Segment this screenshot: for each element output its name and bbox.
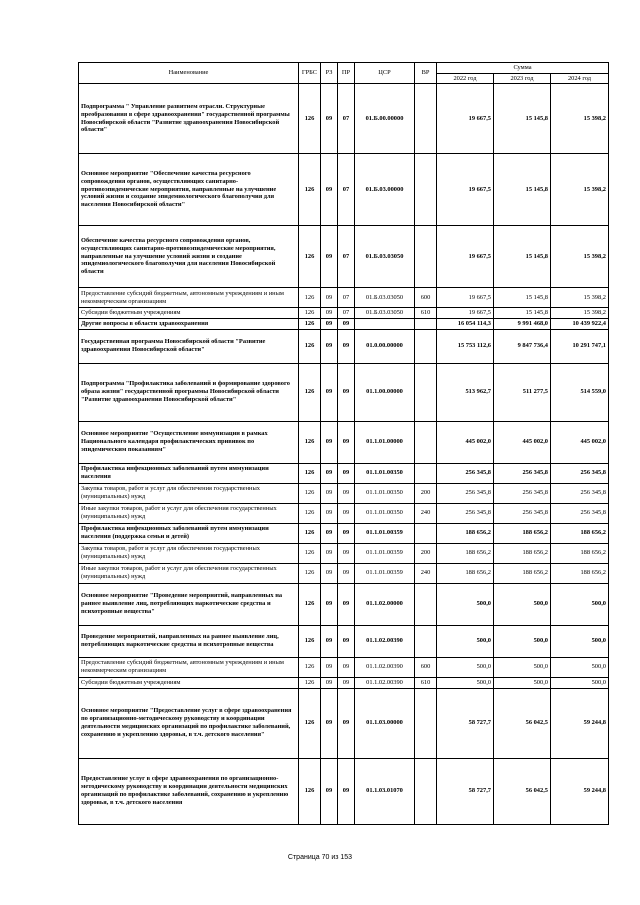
cell-pr: 07 bbox=[338, 226, 355, 288]
table-row bbox=[79, 421, 609, 463]
cell-2022: 19 667,5 bbox=[437, 308, 494, 319]
cell-grbs: 126 bbox=[299, 758, 321, 824]
cell-2023: 15 145,8 bbox=[494, 84, 551, 154]
cell-name: Субсидии бюджетным учреждениям bbox=[79, 677, 299, 688]
cell-2024: 256 345,8 bbox=[551, 463, 609, 483]
cell-grbs: 126 bbox=[299, 329, 321, 363]
table-row bbox=[79, 226, 609, 288]
cell-rz: 09 bbox=[321, 503, 338, 523]
cell-2023: 188 656,2 bbox=[494, 523, 551, 543]
cell-2024: 10 439 922,4 bbox=[551, 318, 609, 329]
cell-vr bbox=[415, 318, 437, 329]
cell-2024: 445 002,0 bbox=[551, 421, 609, 463]
table-row bbox=[79, 625, 609, 657]
cell-2024: 188 656,2 bbox=[551, 523, 609, 543]
cell-vr: 240 bbox=[415, 503, 437, 523]
table-row bbox=[79, 677, 609, 688]
cell-2024: 15 398,2 bbox=[551, 154, 609, 226]
cell-2022: 188 656,2 bbox=[437, 543, 494, 563]
cell-2024: 59 244,8 bbox=[551, 758, 609, 824]
cell-2024: 500,0 bbox=[551, 583, 609, 625]
cell-vr: 200 bbox=[415, 483, 437, 503]
cell-pr: 09 bbox=[338, 758, 355, 824]
cell-pr: 09 bbox=[338, 543, 355, 563]
cell-vr bbox=[415, 583, 437, 625]
cell-rz: 09 bbox=[321, 154, 338, 226]
cell-vr bbox=[415, 329, 437, 363]
cell-name: Основное мероприятие "Проведение мероприятий, направленных на раннее выявление лиц, потребляющих наркотические средства и психотропные вещества" bbox=[79, 583, 299, 625]
cell-2023: 9 991 468,0 bbox=[494, 318, 551, 329]
cell-pr: 07 bbox=[338, 84, 355, 154]
cell-2024: 500,0 bbox=[551, 657, 609, 677]
cell-pr: 09 bbox=[338, 657, 355, 677]
cell-csr: 01.Б.03.00000 bbox=[355, 154, 415, 226]
cell-csr: 01.1.03.00000 bbox=[355, 688, 415, 758]
cell-name: Основное мероприятие "Осуществление иммунизации в рамках Национального календаря профилактических прививок по эпидемическим показаниям" bbox=[79, 421, 299, 463]
cell-grbs: 126 bbox=[299, 154, 321, 226]
table-row bbox=[79, 758, 609, 824]
cell-pr: 07 bbox=[338, 308, 355, 319]
cell-csr: 01.1.02.00390 bbox=[355, 677, 415, 688]
cell-csr: 01.1.01.00000 bbox=[355, 421, 415, 463]
cell-2023: 9 847 736,4 bbox=[494, 329, 551, 363]
cell-2024: 256 345,8 bbox=[551, 503, 609, 523]
cell-2024: 514 559,0 bbox=[551, 363, 609, 421]
cell-grbs: 126 bbox=[299, 308, 321, 319]
cell-name: Другие вопросы в области здравоохранения bbox=[79, 318, 299, 329]
cell-vr bbox=[415, 421, 437, 463]
cell-2022: 19 667,5 bbox=[437, 84, 494, 154]
cell-vr bbox=[415, 688, 437, 758]
cell-vr: 600 bbox=[415, 657, 437, 677]
table-row bbox=[79, 463, 609, 483]
cell-vr bbox=[415, 363, 437, 421]
cell-rz: 09 bbox=[321, 583, 338, 625]
cell-2024: 10 291 747,1 bbox=[551, 329, 609, 363]
cell-vr bbox=[415, 758, 437, 824]
cell-vr: 200 bbox=[415, 543, 437, 563]
cell-pr: 09 bbox=[338, 318, 355, 329]
cell-2022: 256 345,8 bbox=[437, 463, 494, 483]
cell-name: Предоставление субсидий бюджетным, автономным учреждениям и иным некоммерческим организациям bbox=[79, 657, 299, 677]
header-csr: ЦСР bbox=[355, 63, 415, 84]
cell-name: Иные закупки товаров, работ и услуг для обеспечения государственных (муниципальных) нужд bbox=[79, 563, 299, 583]
cell-vr bbox=[415, 523, 437, 543]
cell-2022: 15 753 112,6 bbox=[437, 329, 494, 363]
cell-name: Подпрограмма " Управление развитием отрасли. Структурные преобразования в сфере здравоохранения" государственной программы Новосибирской области "Развитие здравоохранения Новосибирской области" bbox=[79, 84, 299, 154]
cell-name: Профилактика инфекционных заболеваний путем иммунизации населения bbox=[79, 463, 299, 483]
cell-grbs: 126 bbox=[299, 583, 321, 625]
cell-pr: 09 bbox=[338, 503, 355, 523]
table-row bbox=[79, 563, 609, 583]
cell-rz: 09 bbox=[321, 625, 338, 657]
cell-name: Закупка товаров, работ и услуг для обеспечения государственных (муниципальных) нужд bbox=[79, 483, 299, 503]
cell-2023: 500,0 bbox=[494, 583, 551, 625]
cell-2022: 19 667,5 bbox=[437, 288, 494, 308]
cell-csr: 01.Б.00.00000 bbox=[355, 84, 415, 154]
cell-pr: 09 bbox=[338, 563, 355, 583]
cell-pr: 09 bbox=[338, 363, 355, 421]
cell-grbs: 126 bbox=[299, 625, 321, 657]
table-row bbox=[79, 483, 609, 503]
cell-pr: 09 bbox=[338, 483, 355, 503]
cell-vr bbox=[415, 625, 437, 657]
cell-2022: 500,0 bbox=[437, 677, 494, 688]
cell-name: Государственная программа Новосибирской области "Развитие здравоохранения Новосибирской области" bbox=[79, 329, 299, 363]
cell-2022: 256 345,8 bbox=[437, 483, 494, 503]
cell-pr: 09 bbox=[338, 421, 355, 463]
cell-2022: 513 962,7 bbox=[437, 363, 494, 421]
budget-table bbox=[78, 62, 609, 825]
cell-vr: 240 bbox=[415, 563, 437, 583]
cell-vr bbox=[415, 154, 437, 226]
cell-2023: 256 345,8 bbox=[494, 503, 551, 523]
table-body bbox=[79, 84, 609, 825]
cell-csr: 01.Б.03.03050 bbox=[355, 226, 415, 288]
cell-2024: 15 398,2 bbox=[551, 84, 609, 154]
cell-name: Основное мероприятие "Предоставление услуг в сфере здравоохранения по организационно-методическому руководству и координации деятельности медицинских организаций по профилактике заболеваний, сохранению и укреплению здоровья, в т.ч. детского населения" bbox=[79, 688, 299, 758]
cell-vr bbox=[415, 226, 437, 288]
cell-vr: 610 bbox=[415, 677, 437, 688]
cell-rz: 09 bbox=[321, 363, 338, 421]
cell-rz: 09 bbox=[321, 318, 338, 329]
cell-2022: 188 656,2 bbox=[437, 523, 494, 543]
cell-csr: 01.1.01.00350 bbox=[355, 503, 415, 523]
cell-csr: 01.1.01.00350 bbox=[355, 483, 415, 503]
cell-name: Проведение мероприятий, направленных на раннее выявление лиц, потребляющих наркотические средства и психотропные вещества bbox=[79, 625, 299, 657]
cell-2022: 500,0 bbox=[437, 657, 494, 677]
cell-pr: 09 bbox=[338, 523, 355, 543]
cell-2022: 16 054 114,3 bbox=[437, 318, 494, 329]
table-row bbox=[79, 288, 609, 308]
cell-grbs: 126 bbox=[299, 503, 321, 523]
cell-grbs: 126 bbox=[299, 688, 321, 758]
cell-pr: 07 bbox=[338, 154, 355, 226]
cell-2023: 188 656,2 bbox=[494, 543, 551, 563]
cell-grbs: 126 bbox=[299, 288, 321, 308]
cell-grbs: 126 bbox=[299, 523, 321, 543]
cell-2023: 256 345,8 bbox=[494, 463, 551, 483]
cell-2024: 15 398,2 bbox=[551, 288, 609, 308]
cell-csr: 01.0.00.00000 bbox=[355, 329, 415, 363]
cell-rz: 09 bbox=[321, 758, 338, 824]
cell-name: Подпрограмма "Профилактика заболеваний и формирование здорового образа жизни" государственной программы Новосибирской области "Развитие здравоохранения Новосибирской области" bbox=[79, 363, 299, 421]
cell-vr: 610 bbox=[415, 308, 437, 319]
cell-2023: 511 277,5 bbox=[494, 363, 551, 421]
table-row bbox=[79, 84, 609, 154]
cell-2022: 500,0 bbox=[437, 583, 494, 625]
header-pr: ПР bbox=[338, 63, 355, 84]
cell-grbs: 126 bbox=[299, 318, 321, 329]
cell-2023: 15 145,8 bbox=[494, 154, 551, 226]
cell-2023: 500,0 bbox=[494, 625, 551, 657]
header-sum: Сумма bbox=[437, 63, 609, 74]
cell-rz: 09 bbox=[321, 523, 338, 543]
table-row bbox=[79, 583, 609, 625]
cell-2024: 188 656,2 bbox=[551, 563, 609, 583]
cell-2022: 256 345,8 bbox=[437, 503, 494, 523]
cell-grbs: 126 bbox=[299, 563, 321, 583]
cell-2024: 15 398,2 bbox=[551, 308, 609, 319]
cell-pr: 09 bbox=[338, 583, 355, 625]
cell-rz: 09 bbox=[321, 657, 338, 677]
cell-name: Предоставление субсидий бюджетным, автономным учреждениям и иным некоммерческим организациям bbox=[79, 288, 299, 308]
cell-grbs: 126 bbox=[299, 677, 321, 688]
cell-2023: 256 345,8 bbox=[494, 483, 551, 503]
cell-csr: 01.Б.03.03050 bbox=[355, 288, 415, 308]
table-row bbox=[79, 503, 609, 523]
cell-name: Закупка товаров, работ и услуг для обеспечения государственных (муниципальных) нужд bbox=[79, 543, 299, 563]
cell-2022: 58 727,7 bbox=[437, 758, 494, 824]
cell-2023: 188 656,2 bbox=[494, 563, 551, 583]
cell-csr: 01.1.01.00359 bbox=[355, 563, 415, 583]
cell-2022: 19 667,5 bbox=[437, 226, 494, 288]
cell-rz: 09 bbox=[321, 563, 338, 583]
cell-csr: 01.Б.03.03050 bbox=[355, 308, 415, 319]
header-year-2023: 2023 год bbox=[494, 74, 551, 84]
cell-grbs: 126 bbox=[299, 657, 321, 677]
cell-2022: 58 727,7 bbox=[437, 688, 494, 758]
cell-csr: 01.1.00.00000 bbox=[355, 363, 415, 421]
cell-2023: 500,0 bbox=[494, 677, 551, 688]
cell-pr: 07 bbox=[338, 288, 355, 308]
cell-rz: 09 bbox=[321, 483, 338, 503]
cell-name: Предоставление услуг в сфере здравоохранения по организационно-методическому руководству и координации деятельности медицинских организаций по профилактике заболеваний, сохранению и укреплению здоровья, в т.ч. детского населения bbox=[79, 758, 299, 824]
cell-rz: 09 bbox=[321, 543, 338, 563]
table-row bbox=[79, 688, 609, 758]
cell-rz: 09 bbox=[321, 288, 338, 308]
header-vr: ВР bbox=[415, 63, 437, 84]
cell-2023: 445 002,0 bbox=[494, 421, 551, 463]
cell-grbs: 126 bbox=[299, 543, 321, 563]
table-row bbox=[79, 363, 609, 421]
table-row bbox=[79, 154, 609, 226]
cell-2022: 445 002,0 bbox=[437, 421, 494, 463]
cell-2024: 256 345,8 bbox=[551, 483, 609, 503]
cell-grbs: 126 bbox=[299, 421, 321, 463]
cell-grbs: 126 bbox=[299, 463, 321, 483]
cell-rz: 09 bbox=[321, 329, 338, 363]
cell-csr: 01.1.02.00390 bbox=[355, 657, 415, 677]
cell-2023: 500,0 bbox=[494, 657, 551, 677]
cell-vr bbox=[415, 84, 437, 154]
cell-2024: 500,0 bbox=[551, 625, 609, 657]
cell-2024: 59 244,8 bbox=[551, 688, 609, 758]
header-year-2024: 2024 год bbox=[551, 74, 609, 84]
cell-2023: 15 145,8 bbox=[494, 308, 551, 319]
cell-csr: 01.1.01.00350 bbox=[355, 463, 415, 483]
table-header bbox=[79, 63, 609, 84]
cell-grbs: 126 bbox=[299, 84, 321, 154]
cell-csr: 01.1.02.00000 bbox=[355, 583, 415, 625]
cell-2023: 56 042,5 bbox=[494, 758, 551, 824]
cell-name: Иные закупки товаров, работ и услуг для обеспечения государственных (муниципальных) нужд bbox=[79, 503, 299, 523]
cell-pr: 09 bbox=[338, 329, 355, 363]
cell-vr: 600 bbox=[415, 288, 437, 308]
cell-grbs: 126 bbox=[299, 226, 321, 288]
cell-csr: 01.1.01.00359 bbox=[355, 523, 415, 543]
cell-csr: 01.1.02.00390 bbox=[355, 625, 415, 657]
header-name: Наименование bbox=[79, 63, 299, 84]
cell-rz: 09 bbox=[321, 308, 338, 319]
cell-csr bbox=[355, 318, 415, 329]
table-row bbox=[79, 657, 609, 677]
cell-2024: 188 656,2 bbox=[551, 543, 609, 563]
cell-rz: 09 bbox=[321, 463, 338, 483]
cell-2022: 188 656,2 bbox=[437, 563, 494, 583]
cell-rz: 09 bbox=[321, 226, 338, 288]
cell-2023: 56 042,5 bbox=[494, 688, 551, 758]
table-row bbox=[79, 543, 609, 563]
cell-2023: 15 145,8 bbox=[494, 288, 551, 308]
cell-pr: 09 bbox=[338, 463, 355, 483]
cell-2023: 15 145,8 bbox=[494, 226, 551, 288]
cell-rz: 09 bbox=[321, 677, 338, 688]
cell-vr bbox=[415, 463, 437, 483]
cell-pr: 09 bbox=[338, 677, 355, 688]
cell-name: Основное мероприятие "Обеспечение качества ресурсного сопровождения органов, осуществляющих санитарно-противоэпидемические мероприятия, направленные на улучшение условий жизни и создание эпидемиологического благополучия для населения Новосибирской области" bbox=[79, 154, 299, 226]
header-rz: РЗ bbox=[321, 63, 338, 84]
cell-rz: 09 bbox=[321, 688, 338, 758]
table-row bbox=[79, 329, 609, 363]
cell-csr: 01.1.03.01070 bbox=[355, 758, 415, 824]
cell-2024: 500,0 bbox=[551, 677, 609, 688]
cell-grbs: 126 bbox=[299, 363, 321, 421]
cell-rz: 09 bbox=[321, 421, 338, 463]
cell-2022: 500,0 bbox=[437, 625, 494, 657]
cell-2024: 15 398,2 bbox=[551, 226, 609, 288]
table-row bbox=[79, 318, 609, 329]
cell-name: Обеспечение качества ресурсного сопровождения органов, осуществляющих санитарно-противоэпидемические мероприятия, направленные на улучшение условий жизни и создание эпидемиологического благополучия для населения Новосибирской области bbox=[79, 226, 299, 288]
cell-rz: 09 bbox=[321, 84, 338, 154]
cell-csr: 01.1.01.00359 bbox=[355, 543, 415, 563]
cell-name: Субсидии бюджетным учреждениям bbox=[79, 308, 299, 319]
header-year-2022: 2022 год bbox=[437, 74, 494, 84]
table-row bbox=[79, 308, 609, 319]
cell-2022: 19 667,5 bbox=[437, 154, 494, 226]
header-grbs: ГРБС bbox=[299, 63, 321, 84]
page-footer: Страница 70 из 153 bbox=[287, 854, 353, 861]
cell-pr: 09 bbox=[338, 625, 355, 657]
cell-name: Профилактика инфекционных заболеваний путем иммунизации населения (поддержка семьи и детей) bbox=[79, 523, 299, 543]
cell-pr: 09 bbox=[338, 688, 355, 758]
table-row bbox=[79, 523, 609, 543]
cell-grbs: 126 bbox=[299, 483, 321, 503]
